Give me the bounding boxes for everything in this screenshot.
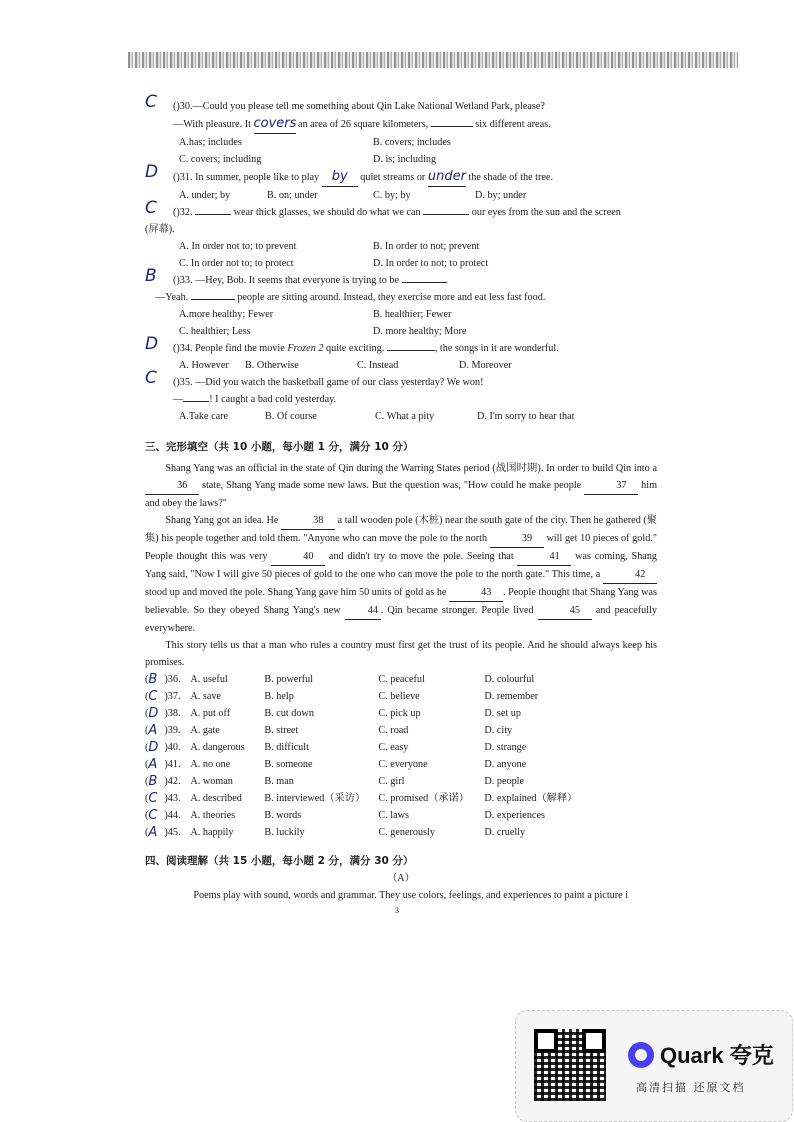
passage-label: （A） — [387, 873, 415, 884]
option-a: A. happily — [190, 827, 234, 838]
handwritten-answer: B — [145, 266, 157, 286]
handwritten-word: covers — [253, 116, 297, 131]
question-34-options: A. However B. Otherwise C. Instead D. Moreover — [179, 360, 512, 371]
question-number: )40. — [164, 742, 181, 753]
handwritten-answer: B — [148, 672, 158, 687]
paren: ( — [145, 759, 149, 770]
cloze-option-row — [145, 739, 657, 756]
option-d: D. strange — [484, 742, 527, 753]
option-a: A. theories — [190, 810, 236, 821]
question-32-options: A. In order not to; to prevent B. In order to not; prevent — [179, 241, 480, 252]
option-c: C. believe — [378, 691, 420, 702]
cloze-paragraph-1: Shang Yang was an official in the state of Qin during the Warring States period (战国时期). In order to build Qin into a 36 state, Shang Yang made some new laws. But the question was, "How could he make people 37 him and obey the laws?" — [145, 463, 658, 509]
cloze-option-row — [145, 722, 657, 739]
option-a: A. useful — [190, 674, 228, 685]
option-d: D. remember — [484, 691, 539, 702]
qr-code — [534, 1029, 606, 1101]
question-30-options-2: C. covers; including D. is; including — [179, 154, 437, 165]
option-d: D. explained（解释） — [484, 793, 578, 804]
option-a: A. put off — [190, 708, 231, 719]
quark-watermark — [515, 1010, 793, 1122]
question-number: )39. — [164, 725, 181, 736]
option-c: C. laws — [378, 810, 409, 821]
option-a: A. gate — [190, 725, 220, 736]
handwritten-answer: A — [148, 825, 158, 840]
cloze-option-row — [145, 671, 657, 688]
question-number: )38. — [164, 708, 181, 719]
section-4-title: 四、阅读理解（共 15 小题，每小题 2 分，满分 30 分） — [145, 855, 414, 867]
option-c: C. promised（承诺） — [378, 793, 469, 804]
page-number: 3 — [395, 906, 399, 915]
option-a: A. described — [190, 793, 242, 804]
cloze-paragraph-3: This story tells us that a man who rules a country must first get the trust of its people. And he should always keep his promises. — [145, 640, 657, 668]
question-30-line2: —With pleasure. It covers an area of 26 square kilometers, six different areas. — [145, 115, 657, 134]
option-b: B. street — [264, 725, 299, 736]
cloze-option-row — [145, 824, 657, 841]
paren: ( — [145, 674, 149, 685]
quark-icon — [628, 1042, 654, 1068]
question-32-line2: (屏幕). — [145, 224, 175, 235]
paren: ( — [145, 776, 149, 787]
option-d: D. people — [484, 776, 525, 787]
option-c: C. easy — [378, 742, 409, 753]
option-c: C. road — [378, 725, 409, 736]
handwritten-answer: C — [145, 368, 157, 388]
option-b: B. cut down — [264, 708, 314, 719]
question-33-options: A.more healthy; Fewer B. healthier; Fewer — [179, 309, 452, 320]
paren: ( — [145, 725, 149, 736]
question-30-options: A.has; includes B. covers; includes — [179, 137, 451, 148]
cloze-option-row — [145, 790, 657, 807]
option-d: D. set up — [484, 708, 521, 719]
option-b: B. man — [264, 776, 294, 787]
reading-paragraph: Poems play with sound, words and grammar. They use colors, feelings, and experiences to paint a picture i — [193, 890, 629, 901]
exam-page — [145, 92, 658, 904]
paren: ( — [145, 810, 149, 821]
quark-brand: Quark 夸克 — [660, 1043, 774, 1068]
question-number: )42. — [164, 776, 181, 787]
handwritten-answer: C — [145, 198, 157, 218]
handwritten-answer: C — [148, 791, 158, 806]
question-number: )43. — [164, 793, 181, 804]
paren: ( — [145, 793, 149, 804]
handwritten-answer: D — [145, 162, 159, 182]
question-35: C ()35. —Did you watch the basketball game of our class yesterday? We won! — [145, 368, 484, 388]
option-d: D. city — [484, 725, 513, 736]
question-number: )41. — [164, 759, 181, 770]
paren: ( — [145, 742, 149, 753]
cloze-option-row — [145, 705, 657, 722]
question-number: )45. — [164, 827, 181, 838]
option-d: D. cruelly — [484, 827, 526, 838]
quark-logo — [628, 1039, 774, 1070]
cloze-option-row — [145, 807, 657, 824]
handwritten-answer: C — [145, 92, 157, 112]
option-b: B. words — [264, 810, 302, 821]
handwritten-answer: A — [148, 723, 158, 738]
handwritten-answer: D — [148, 706, 159, 721]
question-33-line2: —Yeah. people are sitting around. Instead, they exercise more and eat less fast food. — [155, 292, 546, 303]
question-35-line2: — ! I caught a bad cold yesterday. — [173, 394, 337, 405]
handwritten-answer: C — [148, 689, 158, 704]
option-b: B. powerful — [264, 674, 314, 685]
option-c: C. generously — [378, 827, 435, 838]
option-b: B. someone — [264, 759, 313, 770]
option-b: B. difficult — [264, 742, 309, 753]
question-34: D ()34. People find the movie Frozen 2 quite exciting. , the songs in it are wonderful. — [145, 334, 559, 354]
paren: ( — [145, 827, 149, 838]
option-d: D. colourful — [484, 674, 535, 685]
option-b: B. luckily — [264, 827, 305, 838]
question-31: D ()31. In summer, people like to play by quiet streams or under the shade of the tree. — [145, 168, 657, 187]
option-c: C. everyone — [378, 759, 428, 770]
question-35-options: A.Take care B. Of course C. What a pity D. I'm sorry to hear that — [179, 411, 575, 422]
handwritten-answer: C — [148, 808, 158, 823]
question-33: B ()33. —Hey, Bob. It seems that everyone is trying to be . — [145, 266, 449, 286]
question-number: )36. — [164, 674, 181, 685]
handwritten-answer: D — [148, 740, 159, 755]
quark-tagline: 高清扫描 还原文档 — [636, 1081, 746, 1094]
option-a: A. dangerous — [190, 742, 245, 753]
question-32-options-2: C. In order not to; to protect D. In order to not; to protect — [179, 258, 489, 269]
question-30: C ()30.—Could you please tell me something about Qin Lake National Wetland Park, please? — [145, 92, 545, 112]
cloze-option-row — [145, 773, 657, 790]
section-3-title: 三、完形填空（共 10 小题，每小题 1 分，满分 10 分） — [145, 441, 414, 453]
cloze-options-list — [145, 671, 657, 841]
option-a: A. save — [190, 691, 221, 702]
scan-header-band — [128, 52, 738, 68]
question-number: )37. — [164, 691, 181, 702]
option-c: C. peaceful — [378, 674, 425, 685]
option-a: A. woman — [190, 776, 233, 787]
option-b: B. interviewed（采访） — [264, 793, 366, 804]
option-d: D. anyone — [484, 759, 527, 770]
option-a: A. no one — [190, 759, 231, 770]
question-31-options: A. under; by B. on; under C. by; by D. by; under — [179, 190, 527, 201]
option-b: B. help — [264, 691, 294, 702]
cloze-option-row — [145, 756, 657, 773]
option-c: C. girl — [378, 776, 405, 787]
handwritten-answer: D — [145, 334, 159, 354]
option-d: D. experiences — [484, 810, 545, 821]
cloze-paragraph-2: Shang Yang got an idea. He 38 a tall wooden pole (木桩) near the south gate of the city. Then he gathered (聚集) his people together and told them. "Anyone who can move the pole to the north 39 will get 10 pieces of gold." People thought this was very 40 and didn't try to move the pole. Seeing that 41 was coming, Shang Yang said, "Now I will give 50 pieces of gold to the one who can move the pole to the north gate." This time, a 42 stood up and moved the pole. Shang Yang gave him 50 units of gold as he 43 . People thought that Shang Yang was believable. So they obeyed Shang Yang's new 44 . Qin became stronger. People lived 45 and peacefully everywhere. — [145, 512, 657, 637]
question-number: )44. — [164, 810, 181, 821]
option-c: C. pick up — [378, 708, 421, 719]
paren: ( — [145, 691, 149, 702]
paren: ( — [145, 708, 149, 719]
handwritten-answer: B — [148, 774, 158, 789]
question-33-options-2: C. healthier; Less D. more healthy; More — [179, 326, 467, 337]
question-32: C ()32. wear thick glasses, we should do what we can our eyes from the sun and the screen — [145, 198, 621, 218]
cloze-option-row — [145, 688, 657, 705]
handwritten-answer: A — [148, 757, 158, 772]
